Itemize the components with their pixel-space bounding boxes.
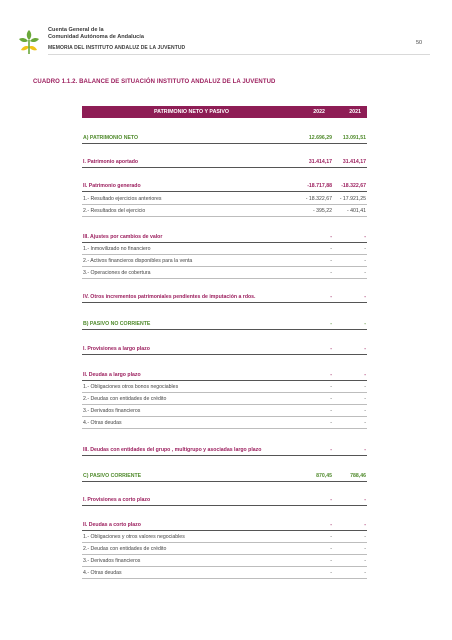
row-value-2021: - (364, 558, 366, 564)
row-value-2022: - (330, 384, 332, 390)
row-label: 3.- Operaciones de cobertura (83, 270, 151, 276)
table-row (82, 395, 367, 405)
column-header-label: PATRIMONIO NETO Y PASIVO (154, 109, 230, 115)
row-label: 1.- Resultado ejercicios anteriores (83, 196, 162, 202)
row-value-2022: -18.717,88 (307, 183, 332, 189)
row-value-2022: - (330, 534, 332, 540)
row-label: 4.- Otras deudas (83, 420, 122, 426)
row-value-2022: - (330, 408, 332, 414)
memoria-title: MEMORIA DEL INSTITUTO ANDALUZ DE LA JUVENTUD (48, 45, 186, 51)
row-value-2022: - (330, 258, 332, 264)
row-value-2021: - (364, 570, 366, 576)
row-value-2021: 13.091,51 (342, 135, 366, 141)
row-value-2022: - (330, 497, 332, 503)
table-row (82, 182, 367, 192)
row-label: III. Deudas con entidades del grupo , multigrupo y asociadas largo plazo (83, 447, 262, 453)
row-value-2022: - (330, 396, 332, 402)
row-value-2021: - (364, 396, 366, 402)
row-label: C) PASIVO CORRIENTE (83, 473, 142, 479)
organization-line-2: Comunidad Autónoma de Andalucía (48, 34, 144, 40)
row-label: A) PATRIMONIO NETO (83, 135, 139, 141)
row-value-2021: - (364, 546, 366, 552)
page-number: 50 (416, 40, 423, 46)
row-label: II. Deudas a corto plazo (83, 522, 141, 528)
table-row (82, 371, 367, 381)
table-row (82, 293, 367, 303)
row-value-2021: -18.322,67 (341, 183, 366, 189)
row-value-2021: - (364, 270, 366, 276)
row-label: 1.- Inmovilizado no financiero (83, 246, 151, 252)
table-row (82, 195, 367, 205)
row-value-2022: - (330, 321, 332, 327)
row-value-2021: - (364, 497, 366, 503)
row-value-2021: - 17.921,25 (339, 196, 366, 202)
row-value-2022: - (330, 447, 332, 453)
row-label: 2.- Deudas con entidades de crédito (83, 396, 167, 402)
row-label: 3.- Derivados financieros (83, 558, 141, 564)
row-value-2021: - (364, 258, 366, 264)
column-header-2021: 2021 (349, 109, 361, 115)
row-value-2022: - (330, 522, 332, 528)
table-row (82, 533, 367, 543)
row-value-2022: - (330, 246, 332, 252)
organization-line-1: Cuenta General de la (48, 27, 104, 33)
row-value-2021: - (364, 384, 366, 390)
row-value-2022: - (330, 420, 332, 426)
row-label: IV. Otros incrementos patrimoniales pendientes de imputación a rdos. (83, 294, 256, 300)
table-row (82, 472, 367, 482)
table-caption: CUADRO 1.1.2. BALANCE DE SITUACIÓN INSTITUTO ANDALUZ DE LA JUVENTUD (33, 79, 276, 85)
row-label: III. Ajustes por cambios de valor (83, 234, 163, 240)
row-value-2022: - (330, 294, 332, 300)
row-label: I. Provisiones a largo plazo (83, 346, 150, 352)
row-value-2022: 31.414,17 (308, 159, 332, 165)
table-row (82, 383, 367, 393)
row-value-2021: - (364, 234, 366, 240)
row-label: 1.- Obligaciones y otros valores negociables (83, 534, 185, 540)
row-label: 2.- Deudas con entidades de crédito (83, 546, 167, 552)
table-row (82, 446, 367, 456)
row-value-2022: - (330, 546, 332, 552)
row-label: I. Provisiones a corto plazo (83, 497, 151, 503)
row-label: II. Patrimonio generado (83, 183, 141, 189)
junta-andalucia-logo-icon (17, 28, 41, 56)
table-row (82, 207, 367, 217)
row-value-2021: - (364, 522, 366, 528)
table-row (82, 158, 367, 168)
row-value-2021: 788,46 (350, 473, 366, 479)
row-label: 2.- Activos financieros disponibles para la venta (83, 258, 193, 264)
table-row (82, 557, 367, 567)
row-value-2022: 870,45 (316, 473, 332, 479)
row-value-2021: - (364, 372, 366, 378)
row-value-2022: - 18.322,67 (305, 196, 332, 202)
row-value-2021: - (364, 420, 366, 426)
table-row (82, 233, 367, 243)
row-value-2021: - 401,41 (346, 208, 366, 214)
row-value-2022: - (330, 372, 332, 378)
table-row (82, 269, 367, 279)
table-row (82, 345, 367, 355)
row-value-2022: - 395,22 (312, 208, 332, 214)
row-value-2021: - (364, 246, 366, 252)
table-row (82, 134, 367, 144)
row-label: 1.- Obligaciones otros bonos negociables (83, 384, 179, 390)
row-value-2021: - (364, 447, 366, 453)
row-label: II. Deudas a largo plazo (83, 372, 141, 378)
row-value-2021: - (364, 408, 366, 414)
row-label: I. Patrimonio aportado (83, 159, 139, 165)
row-value-2022: - (330, 558, 332, 564)
organization-name (48, 27, 144, 41)
row-label: B) PASIVO NO CORRIENTE (83, 321, 151, 327)
row-label: 3.- Derivados financieros (83, 408, 141, 414)
row-label: 4.- Otras deudas (83, 570, 122, 576)
row-value-2022: - (330, 270, 332, 276)
row-value-2022: 12.696,29 (308, 135, 332, 141)
table-row (82, 496, 367, 506)
row-value-2022: - (330, 234, 332, 240)
row-value-2021: - (364, 534, 366, 540)
row-value-2022: - (330, 346, 332, 352)
row-label: 2.- Resultados del ejercicio (83, 208, 146, 214)
table-header-bar (82, 106, 367, 118)
column-header-2022: 2022 (313, 109, 325, 115)
table-row (82, 419, 367, 429)
table-row (82, 521, 367, 531)
header-divider (48, 54, 430, 55)
row-value-2022: - (330, 570, 332, 576)
row-value-2021: - (364, 346, 366, 352)
row-value-2021: 31.414,17 (342, 159, 366, 165)
row-value-2021: - (364, 294, 366, 300)
table-row (82, 320, 367, 330)
table-row (82, 545, 367, 555)
row-value-2021: - (364, 321, 366, 327)
table-row (82, 245, 367, 255)
table-row (82, 569, 367, 579)
table-row (82, 257, 367, 267)
table-row (82, 407, 367, 417)
